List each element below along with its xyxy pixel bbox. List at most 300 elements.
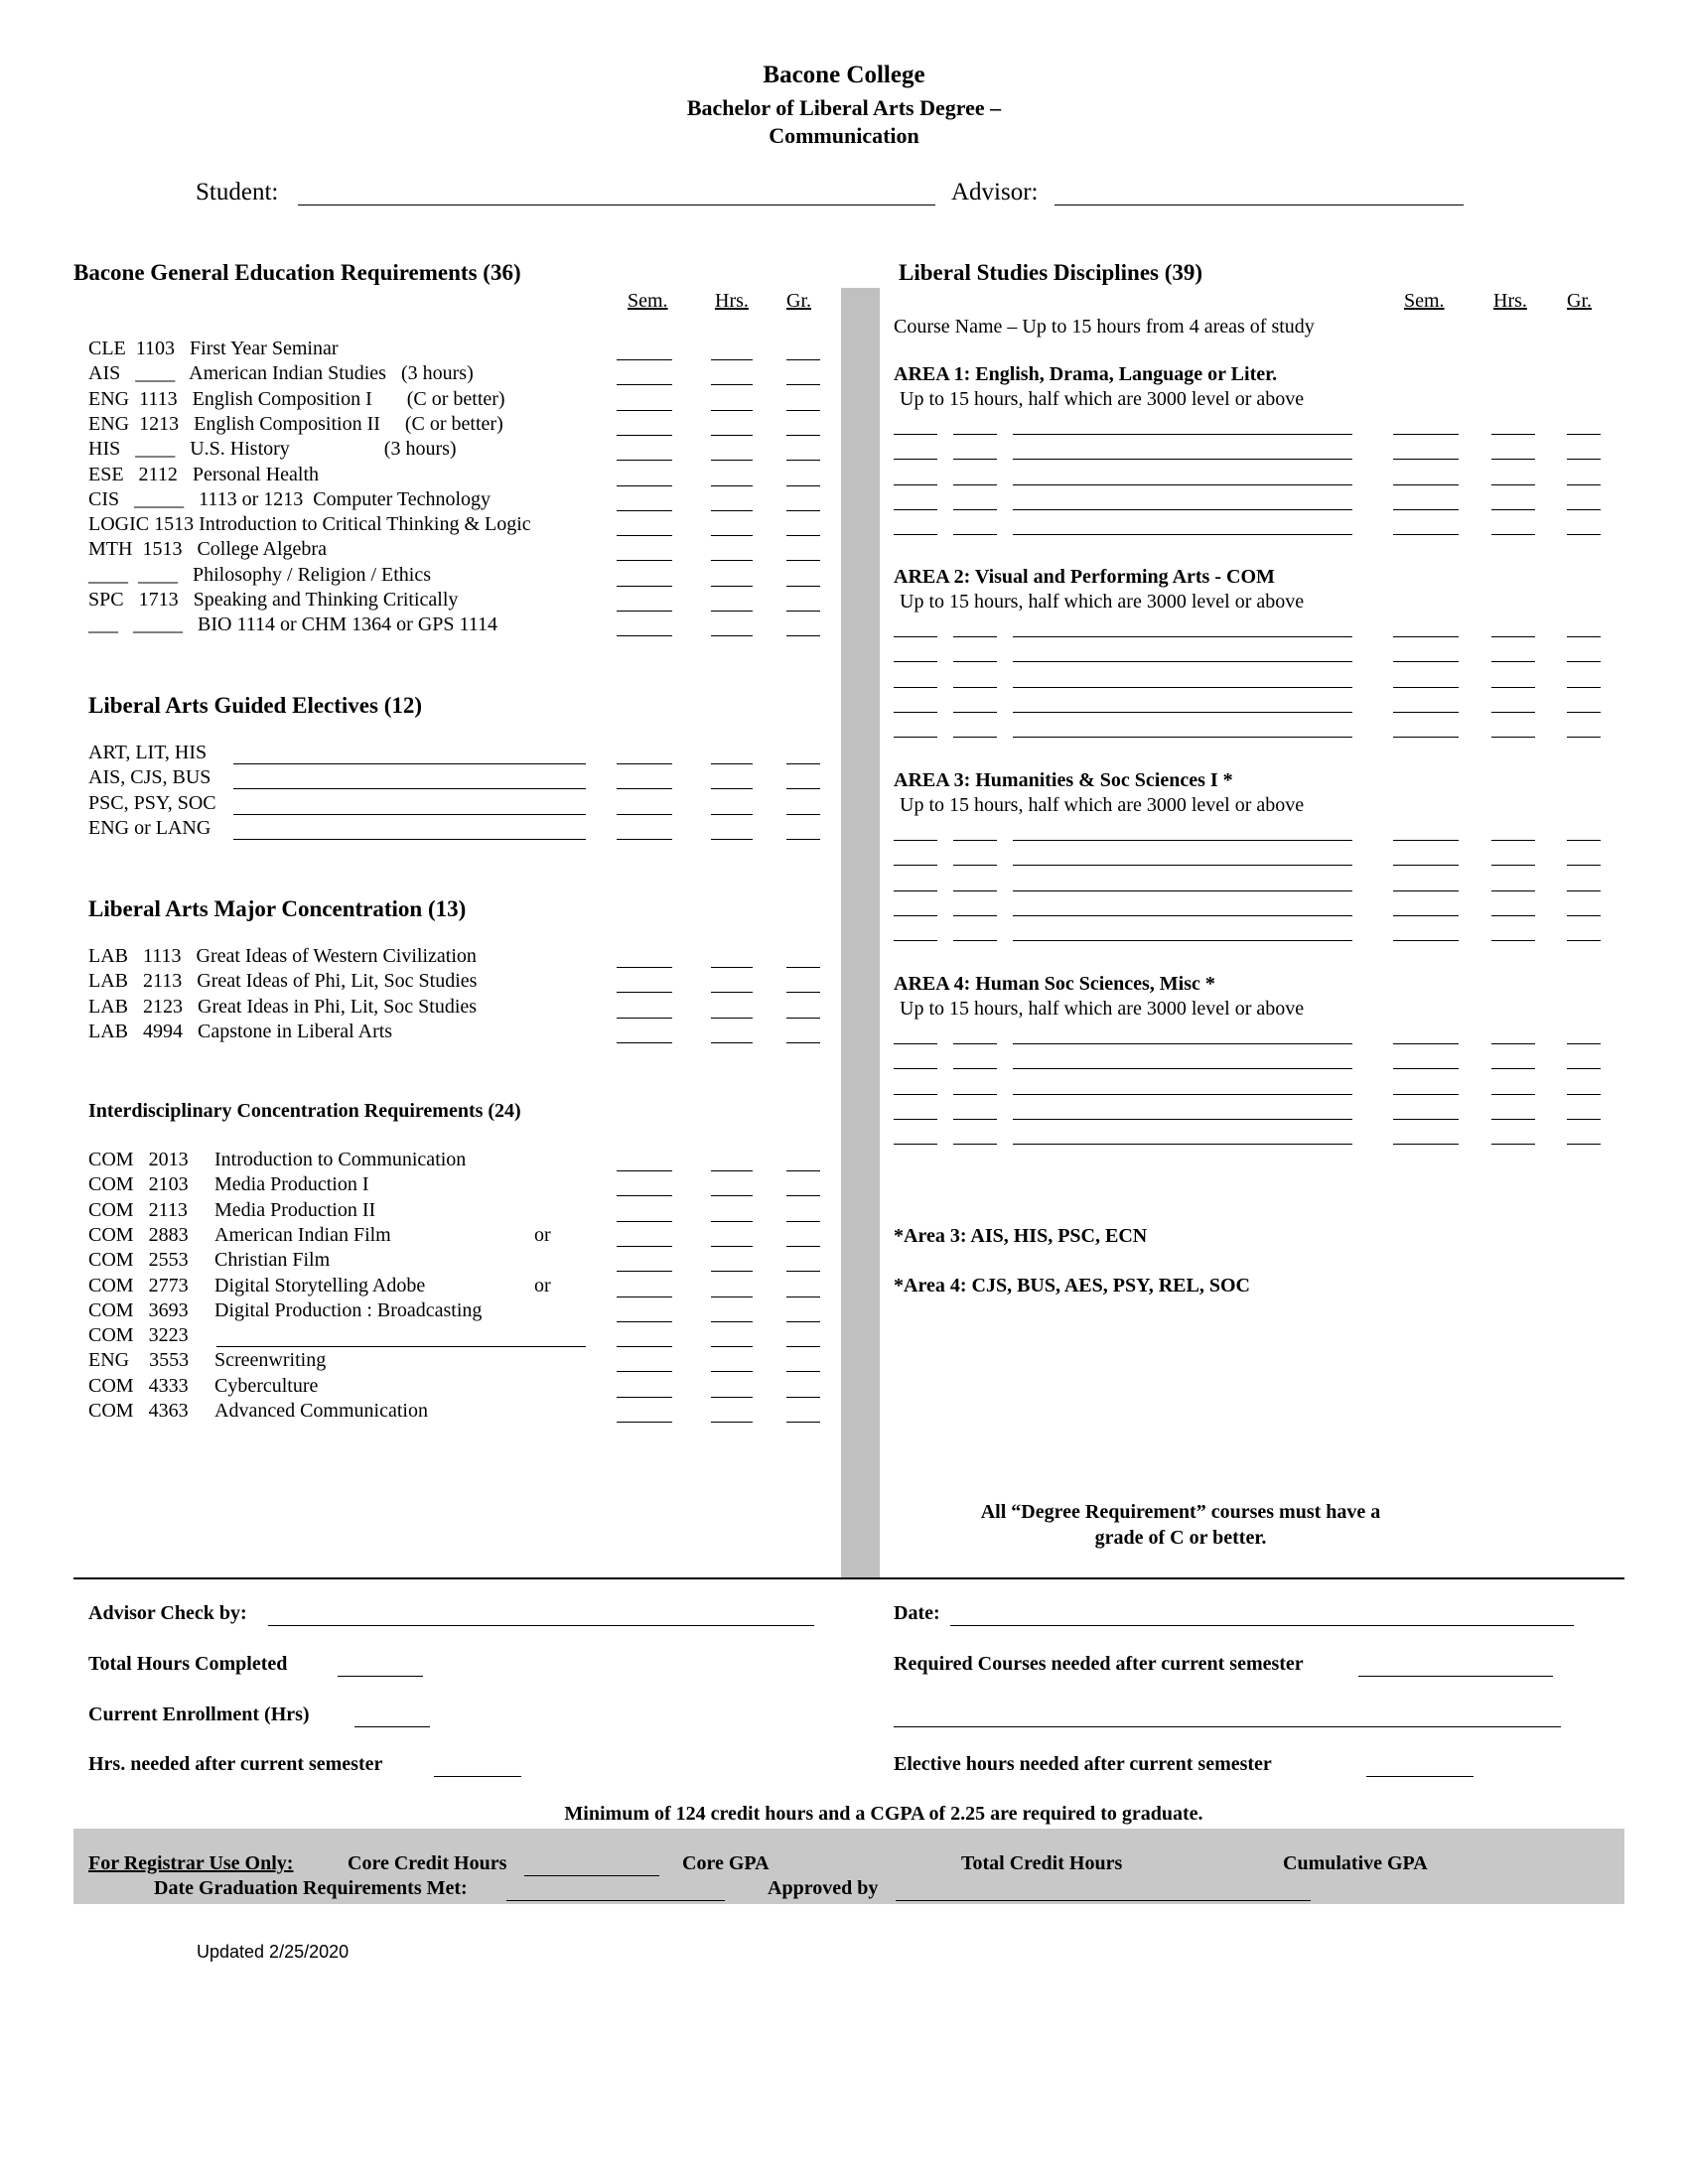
hrs-blank[interactable] xyxy=(711,1195,753,1196)
grade-blank[interactable] xyxy=(786,1246,820,1247)
sem-blank[interactable] xyxy=(1393,840,1459,841)
area-course-name-blank[interactable] xyxy=(1013,1068,1352,1069)
area3-note: *Area 3: AIS, HIS, PSC, ECN xyxy=(894,1225,1148,1247)
gen-ed-course: HIS ____ U.S. History (3 hours) xyxy=(88,438,457,461)
sem-blank[interactable] xyxy=(617,967,672,968)
section-rule xyxy=(73,1577,1624,1579)
grade-blank[interactable] xyxy=(1567,459,1601,460)
area-dept-blank[interactable] xyxy=(894,434,937,435)
interdisc-course-code: COM 2103 xyxy=(88,1173,189,1196)
area-num-blank[interactable] xyxy=(953,940,997,941)
grade-blank[interactable] xyxy=(786,560,820,561)
major-concentration-title: Liberal Arts Major Concentration (13) xyxy=(88,896,467,921)
grade-blank[interactable] xyxy=(1567,484,1601,485)
area-num-blank[interactable] xyxy=(953,484,997,485)
major-title: Communication xyxy=(769,123,919,148)
area-dept-blank[interactable] xyxy=(894,1043,937,1044)
advisor-check-field[interactable] xyxy=(268,1625,814,1626)
area-subtitle: Up to 15 hours, half which are 3000 level or above xyxy=(900,998,1305,1020)
grade-blank[interactable] xyxy=(786,1042,820,1043)
required-courses-field-2[interactable] xyxy=(894,1726,1561,1727)
major-course: LAB 2123 Great Ideas in Phi, Lit, Soc Studies xyxy=(88,995,478,1018)
area4-note: *Area 4: CJS, BUS, AES, PSY, REL, SOC xyxy=(894,1275,1250,1297)
grade-blank[interactable] xyxy=(786,1346,820,1347)
gen-ed-course: CLE 1103 First Year Seminar xyxy=(88,338,339,359)
elective-hours-label: Elective hours needed after current semester xyxy=(894,1753,1272,1775)
sem-blank[interactable] xyxy=(617,359,672,360)
grade-blank[interactable] xyxy=(786,460,820,461)
hrs-blank[interactable] xyxy=(711,1397,753,1398)
hrs-blank[interactable] xyxy=(711,788,753,789)
hrs-blank[interactable] xyxy=(711,535,753,536)
grade-blank[interactable] xyxy=(786,410,820,411)
date-met-label: Date Graduation Requirements Met: xyxy=(154,1877,468,1899)
hrs-blank[interactable] xyxy=(1491,509,1535,510)
minimum-requirement: Minimum of 124 credit hours and a CGPA of 2.25 are required to graduate. xyxy=(564,1803,1203,1825)
sem-blank[interactable] xyxy=(617,788,672,789)
hrs-blank[interactable] xyxy=(1491,534,1535,535)
area-num-blank[interactable] xyxy=(953,737,997,738)
sem-blank[interactable] xyxy=(617,560,672,561)
col-sem-header: Sem. xyxy=(628,290,668,312)
elective-course-field[interactable] xyxy=(233,788,586,789)
hrs-blank[interactable] xyxy=(711,814,753,815)
hrs-blank[interactable] xyxy=(711,1170,753,1171)
interdisc-course-code: COM 2013 xyxy=(88,1149,189,1170)
area-dept-blank[interactable] xyxy=(894,687,937,688)
interdisc-course-name: Digital Production : Broadcasting xyxy=(214,1298,483,1321)
hrs-blank[interactable] xyxy=(711,586,753,587)
sem-blank[interactable] xyxy=(1393,1094,1459,1095)
grade-blank[interactable] xyxy=(786,763,820,764)
area-dept-blank[interactable] xyxy=(894,1144,937,1145)
sem-blank[interactable] xyxy=(617,1221,672,1222)
area-dept-blank[interactable] xyxy=(894,940,937,941)
hrs-blank[interactable] xyxy=(711,359,753,360)
sem-blank[interactable] xyxy=(617,510,672,511)
sem-blank[interactable] xyxy=(1393,940,1459,941)
area-course-name-blank[interactable] xyxy=(1013,865,1352,866)
hrs-needed-label: Hrs. needed after current semester xyxy=(88,1753,383,1775)
area-dept-blank[interactable] xyxy=(894,865,937,866)
cumulative-gpa-label: Cumulative GPA xyxy=(1283,1852,1428,1874)
hrs-blank[interactable] xyxy=(711,410,753,411)
grade-blank[interactable] xyxy=(786,814,820,815)
grade-blank[interactable] xyxy=(786,359,820,360)
area-course-name-blank[interactable] xyxy=(1013,840,1352,841)
sem-blank[interactable] xyxy=(617,586,672,587)
sem-blank[interactable] xyxy=(1393,509,1459,510)
grade-note-line2: grade of C or better. xyxy=(1094,1527,1267,1549)
grade-blank[interactable] xyxy=(786,992,820,993)
current-enrollment-label: Current Enrollment (Hrs) xyxy=(88,1704,310,1725)
area-num-blank[interactable] xyxy=(953,1094,997,1095)
grade-blank[interactable] xyxy=(786,1371,820,1372)
hrs-blank[interactable] xyxy=(711,1221,753,1222)
area-title: AREA 3: Humanities & Soc Sciences I * xyxy=(894,769,1233,791)
sem-blank[interactable] xyxy=(617,435,672,436)
area-num-blank[interactable] xyxy=(953,1119,997,1120)
sem-blank[interactable] xyxy=(1393,1119,1459,1120)
area-course-name-blank[interactable] xyxy=(1013,509,1352,510)
grade-blank[interactable] xyxy=(786,839,820,840)
grade-blank[interactable] xyxy=(786,535,820,536)
grade-blank[interactable] xyxy=(786,1422,820,1423)
interdisc-course-code: COM 4333 xyxy=(88,1374,189,1397)
approved-by-field[interactable] xyxy=(896,1900,1311,1901)
sem-blank[interactable] xyxy=(1393,434,1459,435)
sem-blank[interactable] xyxy=(617,992,672,993)
area-course-name-blank[interactable] xyxy=(1013,434,1352,435)
hrs-blank[interactable] xyxy=(1491,484,1535,485)
gen-ed-title: Bacone General Education Requirements (36) xyxy=(73,260,521,285)
interdisc-course-name: Cyberculture xyxy=(214,1374,319,1397)
gen-ed-course: CIS _____ 1113 or 1213 Computer Technology xyxy=(88,487,492,510)
grade-blank[interactable] xyxy=(1567,737,1601,738)
hrs-blank[interactable] xyxy=(1491,712,1535,713)
interdisc-course-field[interactable] xyxy=(216,1346,586,1347)
sem-blank[interactable] xyxy=(617,1246,672,1247)
major-course: LAB 2113 Great Ideas of Phi, Lit, Soc Studies xyxy=(88,970,478,993)
gen-ed-course: LOGIC 1513 Introduction to Critical Thinking & Logic xyxy=(88,513,531,536)
area-dept-blank[interactable] xyxy=(894,712,937,713)
area-title: AREA 1: English, Drama, Language or Liter. xyxy=(894,363,1278,385)
course-name-note: Course Name – Up to 15 hours from 4 areas of study xyxy=(894,316,1315,338)
grade-blank[interactable] xyxy=(786,1321,820,1322)
elective-category: ART, LIT, HIS xyxy=(88,742,208,763)
grade-blank[interactable] xyxy=(786,1018,820,1019)
area-subtitle: Up to 15 hours, half which are 3000 level or above xyxy=(900,388,1305,410)
area-dept-blank[interactable] xyxy=(894,1119,937,1120)
area-num-blank[interactable] xyxy=(953,915,997,916)
sem-blank[interactable] xyxy=(1393,459,1459,460)
sem-blank[interactable] xyxy=(1393,865,1459,866)
sem-blank[interactable] xyxy=(617,535,672,536)
grade-blank[interactable] xyxy=(786,586,820,587)
elective-category: ENG or LANG xyxy=(88,816,211,839)
grade-blank[interactable] xyxy=(1567,865,1601,866)
interdisc-course-code: COM 3693 xyxy=(88,1298,189,1321)
hrs-blank[interactable] xyxy=(1491,865,1535,866)
area-title: AREA 2: Visual and Performing Arts - COM xyxy=(894,566,1275,588)
area-course-name-blank[interactable] xyxy=(1013,1094,1352,1095)
registrar-label: For Registrar Use Only: xyxy=(88,1852,294,1874)
sem-blank[interactable] xyxy=(617,1042,672,1043)
grade-blank[interactable] xyxy=(786,1271,820,1272)
area-dept-blank[interactable] xyxy=(894,840,937,841)
sem-blank[interactable] xyxy=(617,384,672,385)
grade-blank[interactable] xyxy=(1567,636,1601,637)
sem-blank[interactable] xyxy=(1393,1043,1459,1044)
area-dept-blank[interactable] xyxy=(894,661,937,662)
sem-blank[interactable] xyxy=(1393,1068,1459,1069)
grade-blank[interactable] xyxy=(786,1170,820,1171)
hrs-blank[interactable] xyxy=(1491,1043,1535,1044)
sem-blank[interactable] xyxy=(1393,737,1459,738)
area-num-blank[interactable] xyxy=(953,459,997,460)
area-course-name-blank[interactable] xyxy=(1013,1144,1352,1145)
grade-blank[interactable] xyxy=(1567,509,1601,510)
grade-blank[interactable] xyxy=(1567,534,1601,535)
area-course-name-blank[interactable] xyxy=(1013,534,1352,535)
sem-blank[interactable] xyxy=(1393,636,1459,637)
hrs-blank[interactable] xyxy=(711,560,753,561)
hrs-blank[interactable] xyxy=(1491,1068,1535,1069)
grade-blank[interactable] xyxy=(786,384,820,385)
hrs-blank[interactable] xyxy=(711,1271,753,1272)
hrs-blank[interactable] xyxy=(1491,940,1535,941)
area-dept-blank[interactable] xyxy=(894,737,937,738)
elective-course-field[interactable] xyxy=(233,814,586,815)
interdisc-title: Interdisciplinary Concentration Requirements (24) xyxy=(88,1100,521,1122)
date-met-field[interactable] xyxy=(506,1900,725,1901)
hrs-blank[interactable] xyxy=(1491,636,1535,637)
hrs-needed-field[interactable] xyxy=(434,1776,521,1777)
sem-blank[interactable] xyxy=(617,485,672,486)
hrs-blank[interactable] xyxy=(711,460,753,461)
sem-blank[interactable] xyxy=(617,1271,672,1272)
area-subtitle: Up to 15 hours, half which are 3000 level or above xyxy=(900,591,1305,613)
area-num-blank[interactable] xyxy=(953,840,997,841)
hrs-blank[interactable] xyxy=(711,763,753,764)
hrs-blank[interactable] xyxy=(1491,1119,1535,1120)
interdisc-course-name: Christian Film xyxy=(214,1249,331,1272)
total-hours-label: Total Hours Completed xyxy=(88,1653,288,1675)
grade-blank[interactable] xyxy=(786,611,820,612)
area-num-blank[interactable] xyxy=(953,1144,997,1145)
grade-blank[interactable] xyxy=(1567,1094,1601,1095)
grade-blank[interactable] xyxy=(1567,434,1601,435)
grade-blank[interactable] xyxy=(786,510,820,511)
interdisc-course-name: Digital Storytelling Adobe xyxy=(214,1274,426,1297)
current-enrollment-field[interactable] xyxy=(354,1726,430,1727)
gen-ed-course: MTH 1513 College Algebra xyxy=(88,538,327,561)
sem-blank[interactable] xyxy=(617,410,672,411)
hrs-blank[interactable] xyxy=(711,967,753,968)
sem-blank[interactable] xyxy=(617,460,672,461)
area-num-blank[interactable] xyxy=(953,687,997,688)
area-num-blank[interactable] xyxy=(953,865,997,866)
grade-blank[interactable] xyxy=(786,485,820,486)
area-course-name-blank[interactable] xyxy=(1013,636,1352,637)
grade-blank[interactable] xyxy=(1567,1068,1601,1069)
area-dept-blank[interactable] xyxy=(894,890,937,891)
hrs-blank[interactable] xyxy=(711,510,753,511)
interdisc-course-name: American Indian Film xyxy=(214,1223,391,1246)
major-course: LAB 4994 Capstone in Liberal Arts xyxy=(88,1020,393,1042)
area-num-blank[interactable] xyxy=(953,890,997,891)
area-num-blank[interactable] xyxy=(953,661,997,662)
sem-blank[interactable] xyxy=(617,1397,672,1398)
hrs-blank[interactable] xyxy=(711,1321,753,1322)
grade-blank[interactable] xyxy=(786,1195,820,1196)
sem-blank[interactable] xyxy=(617,635,672,636)
hrs-blank[interactable] xyxy=(711,1422,753,1423)
elective-category: AIS, CJS, BUS xyxy=(88,766,211,789)
required-courses-field[interactable] xyxy=(1358,1676,1553,1677)
area-course-name-blank[interactable] xyxy=(1013,1043,1352,1044)
area-dept-blank[interactable] xyxy=(894,459,937,460)
hrs-blank[interactable] xyxy=(711,435,753,436)
hrs-blank[interactable] xyxy=(711,992,753,993)
area-num-blank[interactable] xyxy=(953,712,997,713)
core-credit-label: Core Credit Hours xyxy=(348,1852,507,1874)
hrs-blank[interactable] xyxy=(1491,1144,1535,1145)
advisor-label: Advisor: xyxy=(951,179,1039,205)
sem-blank[interactable] xyxy=(617,1422,672,1423)
total-credit-label: Total Credit Hours xyxy=(961,1852,1123,1874)
total-hours-field[interactable] xyxy=(338,1676,423,1677)
grade-blank[interactable] xyxy=(1567,915,1601,916)
approved-by-label: Approved by xyxy=(768,1877,879,1899)
elective-hours-field[interactable] xyxy=(1366,1776,1474,1777)
grade-blank[interactable] xyxy=(1567,1144,1601,1145)
sem-blank[interactable] xyxy=(1393,1144,1459,1145)
grade-blank[interactable] xyxy=(1567,890,1601,891)
grade-blank[interactable] xyxy=(786,1397,820,1398)
area-course-name-blank[interactable] xyxy=(1013,712,1352,713)
interdisc-course-code: COM 2553 xyxy=(88,1249,189,1272)
hrs-blank[interactable] xyxy=(711,485,753,486)
sem-blank[interactable] xyxy=(1393,484,1459,485)
hrs-blank[interactable] xyxy=(1491,1094,1535,1095)
grade-blank[interactable] xyxy=(1567,1119,1601,1120)
interdisc-course-code: COM 2773 xyxy=(88,1274,189,1297)
sem-blank[interactable] xyxy=(1393,687,1459,688)
sem-blank[interactable] xyxy=(617,1371,672,1372)
area-num-blank[interactable] xyxy=(953,1043,997,1044)
interdisc-course-code: COM 2883 xyxy=(88,1223,189,1246)
hrs-blank[interactable] xyxy=(711,1042,753,1043)
grade-blank[interactable] xyxy=(1567,687,1601,688)
or-label: or xyxy=(534,1223,551,1246)
hrs-blank[interactable] xyxy=(711,635,753,636)
grade-blank[interactable] xyxy=(786,788,820,789)
sem-blank[interactable] xyxy=(617,814,672,815)
col-hrs-header-right: Hrs. xyxy=(1493,290,1527,312)
hrs-blank[interactable] xyxy=(1491,840,1535,841)
area-dept-blank[interactable] xyxy=(894,484,937,485)
area-num-blank[interactable] xyxy=(953,1068,997,1069)
hrs-blank[interactable] xyxy=(711,1246,753,1247)
hrs-blank[interactable] xyxy=(1491,661,1535,662)
sem-blank[interactable] xyxy=(617,1346,672,1347)
area-course-name-blank[interactable] xyxy=(1013,890,1352,891)
area-subtitle: Up to 15 hours, half which are 3000 level or above xyxy=(900,794,1305,816)
date-label: Date: xyxy=(894,1602,940,1624)
core-gpa-label: Core GPA xyxy=(682,1852,770,1874)
required-courses-label: Required Courses needed after current semester xyxy=(894,1653,1304,1675)
area-dept-blank[interactable] xyxy=(894,915,937,916)
sem-blank[interactable] xyxy=(617,763,672,764)
gen-ed-course: SPC 1713 Speaking and Thinking Critically xyxy=(88,589,459,611)
sem-blank[interactable] xyxy=(617,1170,672,1171)
area-num-blank[interactable] xyxy=(953,434,997,435)
hrs-blank[interactable] xyxy=(711,1346,753,1347)
gen-ed-course: ___ _____ BIO 1114 or CHM 1364 or GPS 1114 xyxy=(88,614,498,636)
area-course-name-blank[interactable] xyxy=(1013,687,1352,688)
area-course-name-blank[interactable] xyxy=(1013,737,1352,738)
hrs-blank[interactable] xyxy=(1491,915,1535,916)
hrs-blank[interactable] xyxy=(1491,459,1535,460)
sem-blank[interactable] xyxy=(1393,890,1459,891)
area-course-name-blank[interactable] xyxy=(1013,1119,1352,1120)
sem-blank[interactable] xyxy=(1393,712,1459,713)
area-dept-blank[interactable] xyxy=(894,534,937,535)
grade-blank[interactable] xyxy=(1567,940,1601,941)
area-course-name-blank[interactable] xyxy=(1013,459,1352,460)
area-dept-blank[interactable] xyxy=(894,509,937,510)
hrs-blank[interactable] xyxy=(711,1371,753,1372)
updated-date: Updated 2/25/2020 xyxy=(197,1942,350,1962)
hrs-blank[interactable] xyxy=(1491,737,1535,738)
grade-blank[interactable] xyxy=(1567,712,1601,713)
grade-blank[interactable] xyxy=(786,1221,820,1222)
sem-blank[interactable] xyxy=(617,1018,672,1019)
grade-blank[interactable] xyxy=(786,435,820,436)
area-course-name-blank[interactable] xyxy=(1013,484,1352,485)
core-credit-field[interactable] xyxy=(524,1875,659,1876)
area-course-name-blank[interactable] xyxy=(1013,661,1352,662)
area-num-blank[interactable] xyxy=(953,636,997,637)
liberal-studies-title: Liberal Studies Disciplines (39) xyxy=(899,260,1203,285)
interdisc-course-code: COM 4363 xyxy=(88,1400,189,1422)
interdisc-course-code: COM 2113 xyxy=(88,1198,188,1221)
sem-blank[interactable] xyxy=(617,1195,672,1196)
hrs-blank[interactable] xyxy=(711,611,753,612)
grade-blank[interactable] xyxy=(1567,661,1601,662)
interdisc-course-code: COM 3223 xyxy=(88,1324,189,1347)
hrs-blank[interactable] xyxy=(1491,890,1535,891)
grade-blank[interactable] xyxy=(1567,840,1601,841)
sem-blank[interactable] xyxy=(617,839,672,840)
grade-blank[interactable] xyxy=(1567,1043,1601,1044)
area-course-name-blank[interactable] xyxy=(1013,915,1352,916)
gen-ed-course: AIS ____ American Indian Studies (3 hours) xyxy=(88,362,474,385)
area-dept-blank[interactable] xyxy=(894,636,937,637)
major-course: LAB 1113 Great Ideas of Western Civilization xyxy=(88,945,477,967)
area-num-blank[interactable] xyxy=(953,509,997,510)
degree-title: Bachelor of Liberal Arts Degree – xyxy=(686,95,1002,120)
sem-blank[interactable] xyxy=(617,1321,672,1322)
electives-title: Liberal Arts Guided Electives (12) xyxy=(88,693,423,718)
sem-blank[interactable] xyxy=(1393,661,1459,662)
area-dept-blank[interactable] xyxy=(894,1068,937,1069)
sem-blank[interactable] xyxy=(617,611,672,612)
grade-blank[interactable] xyxy=(786,635,820,636)
hrs-blank[interactable] xyxy=(711,839,753,840)
interdisc-course-code: ENG 3553 xyxy=(88,1349,190,1372)
area-course-name-blank[interactable] xyxy=(1013,940,1352,941)
area-dept-blank[interactable] xyxy=(894,1094,937,1095)
area-num-blank[interactable] xyxy=(953,534,997,535)
grade-blank[interactable] xyxy=(786,967,820,968)
col-gr-header-right: Gr. xyxy=(1567,290,1592,312)
hrs-blank[interactable] xyxy=(711,1018,753,1019)
hrs-blank[interactable] xyxy=(1491,687,1535,688)
interdisc-course-name: Advanced Communication xyxy=(214,1400,428,1422)
hrs-blank[interactable] xyxy=(1491,434,1535,435)
sem-blank[interactable] xyxy=(1393,915,1459,916)
student-label: Student: xyxy=(196,179,279,205)
sem-blank[interactable] xyxy=(1393,534,1459,535)
elective-course-field[interactable] xyxy=(233,763,586,764)
elective-course-field[interactable] xyxy=(233,839,586,840)
hrs-blank[interactable] xyxy=(711,384,753,385)
date-field[interactable] xyxy=(950,1625,1574,1626)
gen-ed-course: ENG 1113 English Composition I (C or better) xyxy=(88,387,505,410)
grade-note-line1: All “Degree Requirement” courses must have a xyxy=(980,1501,1381,1523)
